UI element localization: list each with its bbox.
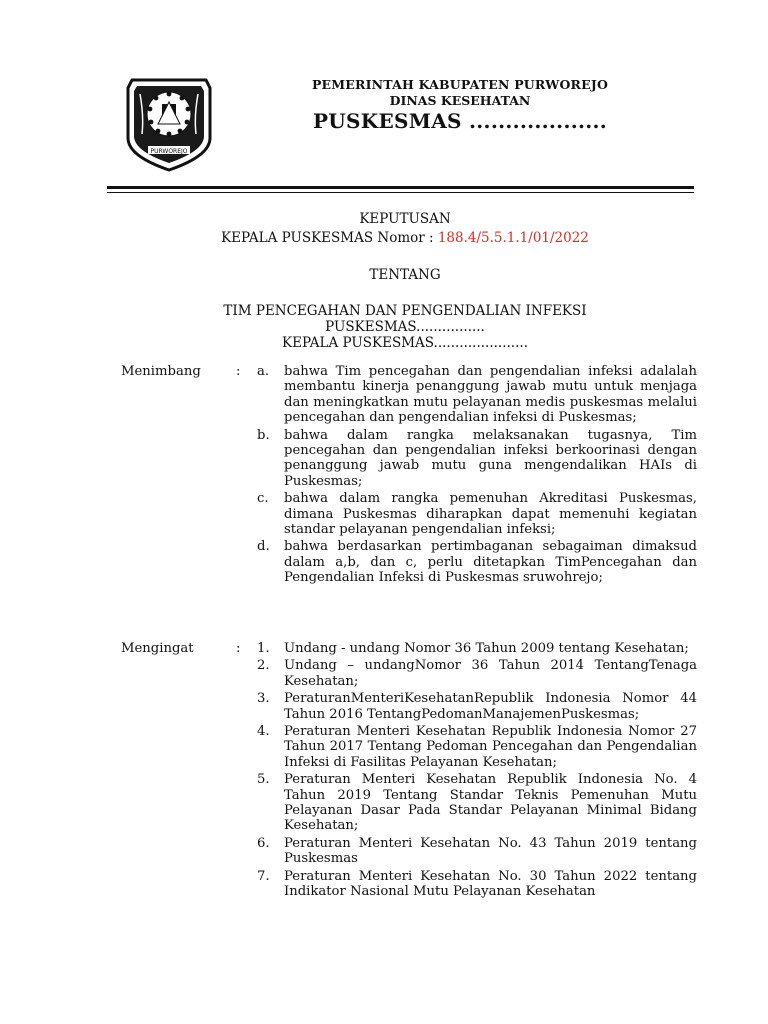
mengingat-list [257, 641, 697, 902]
mengingat-item [257, 724, 697, 770]
puskesmas-name: PUSKESMAS ................... [312, 109, 608, 133]
item-marker: a. [257, 364, 270, 379]
department-name: DINAS KESEHATAN [389, 93, 531, 108]
item-marker: 7. [257, 868, 270, 884]
menimbang-item [257, 539, 697, 585]
menimbang-item [257, 491, 697, 537]
logo-lettering: PURWOREJO [150, 148, 188, 155]
mengingat-item [257, 836, 697, 867]
item-text: Peraturan Menteri Kesehatan No. 43 Tahun 2019 tentang Puskesmas [284, 835, 697, 867]
mengingat-item [257, 869, 697, 900]
mengingat-item [257, 641, 697, 656]
item-marker: 2. [257, 658, 270, 674]
item-marker: 4. [257, 724, 270, 740]
item-text: Undang – undangNomor 36 Tahun 2014 TentangTenaga Kesehatan; [284, 658, 697, 689]
government-name: PEMERINTAH KABUPATEN PURWOREJO [311, 77, 609, 92]
menimbang-label: Menimbang [121, 364, 201, 379]
subject-line-3: KEPALA PUSKESMAS...................... [282, 335, 528, 351]
item-text: Peraturan Menteri Kesehatan Republik Indonesia No. 4 Tahun 2019 Tentang Standar Teknis Pemenuhan Mutu Pelayanan Dasar Pada Standar Pelayanan Minimal Bidang Kesehatan; [284, 772, 697, 834]
subject-line-2: PUSKESMAS................ [325, 319, 485, 335]
item-text: Peraturan Menteri Kesehatan No. 30 Tahun 2022 tentang Indikator Nasional Mutu Pelayanan Kesehatan [284, 868, 697, 900]
menimbang-item [257, 364, 697, 426]
mengingat-item [257, 772, 697, 834]
mengingat-item [257, 691, 697, 722]
item-marker: b. [257, 427, 270, 443]
subject-line-1: TIM PENCEGAHAN DAN PENGENDALIAN INFEKSI [223, 303, 587, 319]
decree-title: KEPUTUSAN [359, 211, 451, 227]
decree-number-line [100, 230, 710, 246]
mengingat-label: Mengingat [121, 641, 194, 656]
item-text: bahwa dalam rangka pemenuhan Akreditasi Puskesmas, dimana Puskesmas diharapkan dapat memenuhi kegiatan standar pelayanan pengendalian infeksi; [284, 491, 697, 538]
item-marker: 1. [257, 641, 270, 656]
menimbang-colon: : [236, 364, 241, 379]
item-marker: d. [257, 539, 270, 555]
item-text: Undang - undang Nomor 36 Tahun 2009 tentang Kesehatan; [284, 641, 689, 656]
letterhead-rule-thin [107, 192, 694, 193]
menimbang-list [257, 364, 697, 588]
item-marker: 6. [257, 835, 270, 851]
decree-number: 188.4/5.5.1.1/01/2022 [437, 230, 589, 246]
item-marker: c. [257, 491, 269, 507]
item-text: bahwa Tim pencegahan dan pengendalian infeksi adalalah membantu kinerja penanggung jawab mutu untuk menjaga dan meningkatkan mutu pelayanan medis puskesmas melalui pencegahan dan pengendalian infeksi di Puskesmas; [284, 364, 697, 426]
item-marker: 3. [257, 691, 270, 707]
menimbang-item [257, 428, 697, 490]
item-marker: 5. [257, 772, 270, 788]
item-text: bahwa berdasarkan pertimbaganan sebagaiman dimaksud dalam a,b, dan c, perlu ditetapkan TimPencegahan dan Pengendalian Infeksi di Puskesmas sruwohrejo; [284, 539, 697, 586]
item-text: bahwa dalam rangka melaksanakan tugasnya, Tim pencegahan dan pengendalian infeksi berkoorinasi dengan penanggung jawab mutu guna mengendalikan HAIs di Puskesmas; [284, 427, 697, 489]
decree-number-prefix: KEPALA PUSKESMAS Nomor : [221, 230, 438, 246]
mengingat-item [257, 658, 697, 689]
regency-emblem-logo [126, 76, 212, 172]
mengingat-colon: : [236, 641, 241, 656]
tentang-heading: TENTANG [369, 267, 441, 283]
letterhead-rule-thick [107, 186, 694, 189]
item-text: PeraturanMenteriKesehatanRepublik Indonesia Nomor 44 Tahun 2016 TentangPedomanManajemenPuskesmas; [284, 691, 697, 722]
item-text: Peraturan Menteri Kesehatan Republik Indonesia Nomor 27 Tahun 2017 Tentang Pedoman Pencegahan dan Pengendalian Infeksi di Fasilitas Pelayanan Kesehatan; [284, 724, 697, 770]
